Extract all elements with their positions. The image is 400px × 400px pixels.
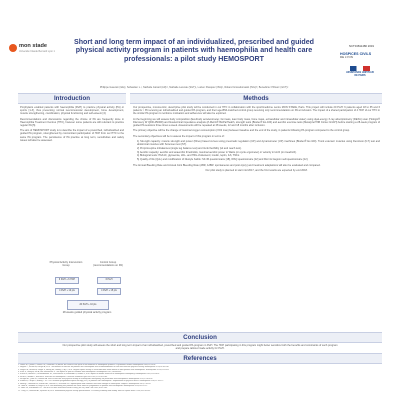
methods-paragraph-4: The secondary objectives will be to assess the impact of this program in terms of:	[133, 134, 225, 138]
control-group-title: Control Group (recommendations on PA)	[93, 261, 123, 268]
methods-paragraph-6: Our pilot study is planned to start mid 2017, and the first results are expected by end 2018.	[205, 168, 308, 172]
reference-item: 5. Kumar R, Bouskill V, Schneiderman JE, Pluscauskas M, Moineddin R, Hilliard P, et al. Impact of aerobic exercise on haemophilic arthropathy. Haemophilia 2016;22:e1-e10.	[18, 373, 160, 376]
intervention-group-box-a: 6 PwH + 6 HCP	[55, 277, 79, 284]
mon-stade-logo	[9, 42, 55, 58]
control-group-box-a: 6 PwH	[97, 277, 121, 284]
conclusion-text: Our prospective pilot study will assess the short and long term impact of an individualized, prescribed and guided PA program in PwH. The HCP participating in this program might better sensitize both the benefits and constraints of such program and prepare tailored made activity for PwH.	[62, 344, 338, 351]
reference-item: 6. Strike K, Mulder K, Michael R. Exercise for haemophilia. Cochrane Database Syst Rev 2016;12:CD011180.	[18, 375, 108, 378]
reference-item: 3. Wagner B, Seuser A, Krüger S, Herzig ML, Hilberg T, Ay C, et al. Regular sports activity is associated with fewer bleeds in adult patients with haemophilia. Haemophilia 2019;25:e1-e3.	[18, 368, 170, 371]
mon-stade-logo-subtext: Université Claude Bernard Lyon 1	[19, 50, 55, 53]
references-heading: References	[18, 353, 382, 364]
reference-item: 2. Negrier C, Seuser A, Forsyth A, et al. The benefits of exercise for patients with haemophilia and recommendations for safe and effective physical activity. Haemophilia 2013;19:487-98.	[18, 366, 169, 369]
methods-paragraph-1: Our prospective, monocentric, descriptive pilot study will be conducted in our HTC in collaboration with the sport/medicine centre MON STADE, Paris. This project will include 20 PwH: 6 patients aged 18 to 35 and 6 patients > 35 receiving an individualized and guided PA program, and their age-BMI-matched control group receiving only recommendations on PA at inclusion. The impact of a shared participation of 4 HCP of our HTC in the similar PA program to reinforce motivation and adherence will also be explored.	[133, 106, 380, 116]
diagram-caption: 28 weeks guided physical activity program	[62, 311, 112, 314]
intervention-group-box-b: 4 PwH + 10 pts	[55, 288, 79, 295]
list-item: 4) Biological tests: HbA1C, glycaemia, LDL- and HDL-cholesterol, insulin, leptin, IL6, TNFα.	[137, 154, 240, 158]
reference-item: 4. Khair K, Littley A, Will A, von Mackensen S. The impact of sport on children with haemophilia. Haemophilia 2012;18:898-905.	[18, 371, 122, 374]
methods-heading: Methods	[130, 93, 382, 104]
reference-item: 1. Gomis M, Querol F, Gallach JE, Gonzalez LM, Aznar JA. Exercise and sport in the treatment of haemophilic patients: a systematic review. Haemophilia 2009;15:43-54.	[18, 364, 156, 366]
list-item: 2) Proprioceptive imbalances (single leg balance test) and trunk flexibility (sit and reach test).	[137, 146, 242, 150]
list-item: 1) Strength capacity: muscle strength and power (fibres) based curves using pneumatic regulation (UP) and dynamometer (UP) machines (Biodex® Ex-100). Trunk extensor muscles using Dennison (ILT) test and abdominal muscles with Sorensen test (ST).	[137, 140, 380, 147]
methods-text	[133, 106, 380, 174]
aphp-logo-text: ASSISTANCE HÔPITAUX DE PARIS	[345, 71, 375, 77]
secondary-objectives-list	[137, 140, 380, 161]
reference-item: 7. Forsyth AL, Quon DV, Konkle BA. Role of exercise and physical activity on haemophilic arthropathy, fall prevention and osteoporosis. Haemophilia 2011;17:e870-6.	[18, 378, 153, 381]
reference-item: 11. Ware JE, Sherbourne CD. The MOS 36-item short-form health survey (SF-36). Med Care 1992;30:473-83.	[18, 387, 108, 390]
methods-paragraph-3: The primary objective will be the change of maximal oxygen consumption (VO2 max) between baseline and the end of the study, in patients following PA program compared to the control group.	[133, 129, 350, 133]
introduction-paragraph-2: Recommendations and discussions regarding the choice of PA are frequently done in Haemophilia Treatment Centres (HTC), however some patients are still reluctant to practice regular PA [5].	[20, 117, 124, 127]
mon-stade-logo-mark	[9, 44, 17, 52]
reference-item: 10. Goto M, Takedani H, Haga N, et al. Self-monitoring has potential for home exercise programmes in patients with haemophilia. Haemophilia 2014;20:e121-7.	[18, 385, 148, 388]
hospices-civils-logo-line1: HOSPICES CIVILS	[340, 52, 372, 56]
hospices-civils-logo	[340, 52, 384, 64]
introduction-text	[20, 106, 124, 144]
intervention-group-title: Physical Activity Intervention Group	[49, 261, 83, 268]
introduction-paragraph-3: The aim of HEMOSPORT study is to describe the impact of a prescribed, individualized and guided PA program, strengthened by concomitant participation of HCP from our HTC to the same PA program. The persistence of PA practice at long term, sensitivities and safety issues will also be assessed.	[20, 129, 124, 142]
study-design-diagram	[48, 261, 126, 324]
methods-paragraph-5: The Annual Bleeding Rate and Annual Joint Bleeding Rate (ABR, AJBR: spontaneous and post-injury) and treatment adaptations will also be evaluated and compared.	[133, 163, 321, 167]
references-list	[18, 364, 382, 392]
methods-paragraph-2: At the beginning we will assess body composition (Everbody accelerometer, fat mass, lean body mass, bone mass, extracellular and intracellular water) using dual-energy X-ray absorptiometry (DEXA) scan (Hologic® Discovery W QDR-4500W) and bioelectrical impedance analysis (Z-Metrix® BioParHealth, strength tests (Biodex® Ex-100) and aerobic exercise tests (Metalyzer®3B Cortex GmbH) before starting a 28-week program of guided PA sessions three times a week. Assessments will be repeated at 28 weeks, 12 and 18 months after inclusion.	[133, 117, 380, 127]
control-group-box-b: 4 PwH + 15 pts	[97, 288, 121, 295]
registration-number: NCT04811480 2019	[349, 44, 374, 48]
list-item: 5) Quality of life (QoL) and modification of lifestyle habits: SF-36 questionnaire [18], IPAQ questionnaire [12] and Ricci & Gagnon self-questionnaire [12].	[137, 158, 309, 162]
mon-stade-logo-text: mon stade	[19, 43, 47, 49]
poster-title: Short and long term impact of an individualized, prescribed and guided physical activity program in patients with haemophilia and health care professionals: a pilot study HEMOSPORT	[73, 38, 315, 63]
list-item: 3) Aerobic capacity: aerobic and anaerobic thresholds, maximal aerobic power in Watts (on cycle ergometer) or velocity in km/h (on treadmill).	[137, 150, 297, 154]
aphp-logo	[344, 66, 376, 76]
reference-item: 12. Craig CL, Marshall AL, Sjöström M, et al. International physical activity questionnaire: 12-country reliability and validity. Med Sci Sports Exerc 2003;35:1381-95.	[18, 389, 151, 392]
introduction-heading: Introduction	[18, 93, 126, 104]
conclusion-heading: Conclusion	[18, 332, 382, 343]
reference-item: 8. Runkel B, Czepa D, Hilberg T. RCT of a 6-month programmed sports therapy (PST) in patients with haemophilia - improvement of physical fitness. Haemophilia 2016;22:765-71.	[18, 380, 164, 383]
authors-line: Philippe Gauvain (GE)¹, Sébastien L.¹, Nathalie Gérard (LR)¹², Nathalie Lacoste (SGT)¹, Lucien Pasquier (ISG)², Roland Grossdomaski (ISG)³², Benedicte O'Rourc (GCT)²	[99, 86, 289, 89]
combined-group-box: 20 PwH + 10 pts	[67, 300, 109, 310]
reference-item: 9. Hilberg T, Herbsleb M, Gabriel HH, Jeschke D, Schramm W. Proprioception and isometric muscular strength in haemophilic subjects. Haemophilia 2001;7:582-8.	[18, 382, 151, 385]
hospices-civils-logo-line2: DE LYON	[340, 55, 353, 59]
introduction-paragraph-1: Prophylaxis enabled patients with haemophilia (PwH) to practice physical activity (PA) or sports [1-3], thus preventing normal neuromuscular development, bone development, muscle strengthening, coordination, physical functioning and self-esteem [4].	[20, 106, 124, 116]
